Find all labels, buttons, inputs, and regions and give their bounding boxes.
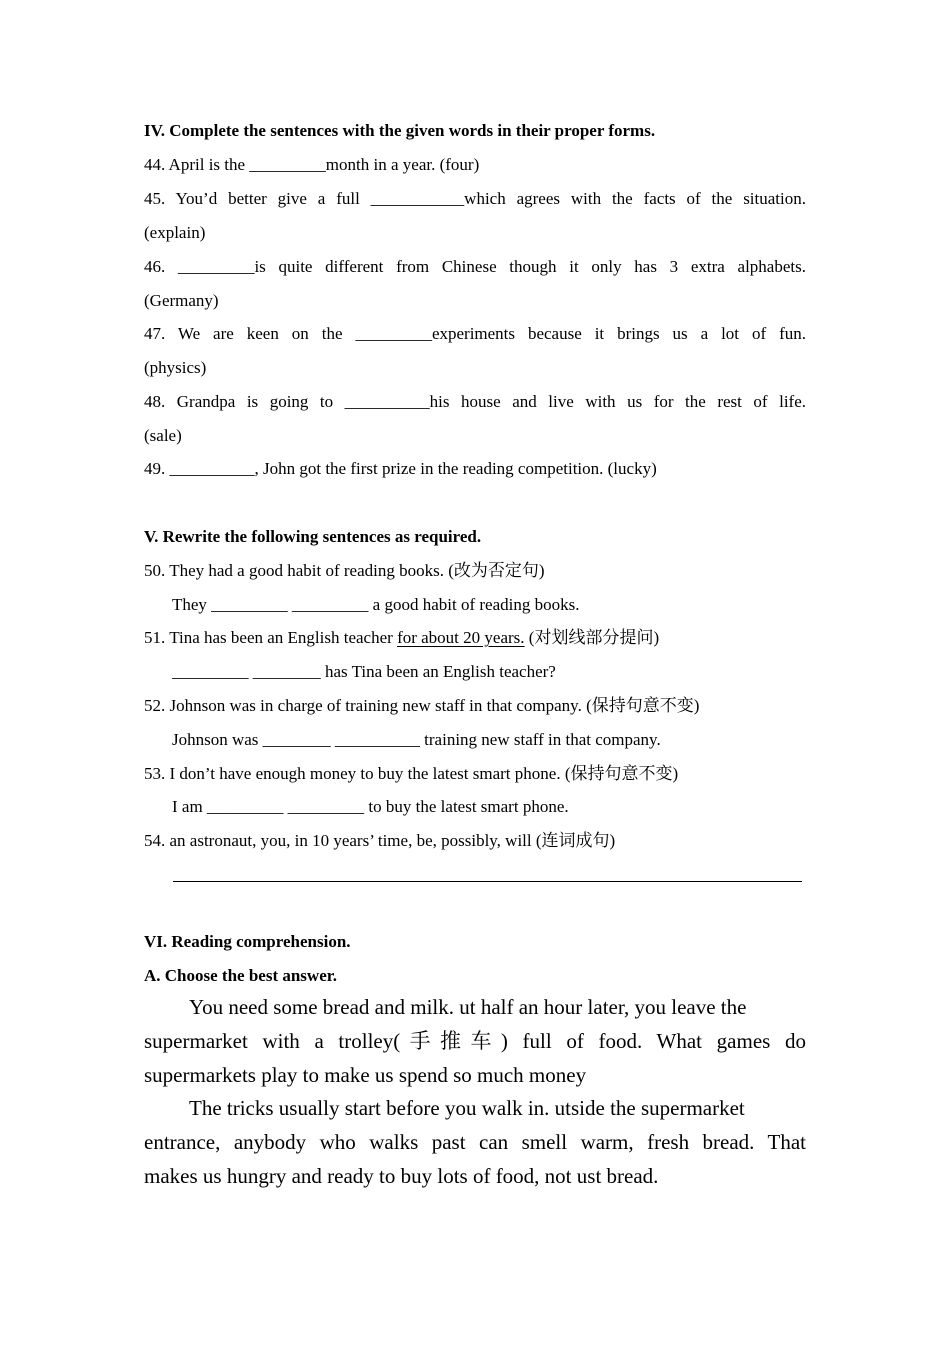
section-v-heading: V. Rewrite the following sentences as required. (144, 527, 482, 546)
question-54: 54. an astronaut, you, in 10 years’ time, be, possibly, will (连词成句) (144, 831, 616, 850)
question-48-hint: (sale) (144, 426, 182, 445)
question-51 (144, 628, 659, 648)
question-53: 53. I don’t have enough money to buy the latest smart phone. (保持句意不变) (144, 764, 679, 783)
question-45-hint: (explain) (144, 223, 206, 242)
passage-line: The tricks usually start before you walk in. utside the supermarket (189, 1096, 745, 1120)
section-vi-heading: VI. Reading comprehension. (144, 932, 351, 951)
passage-line: entrance, anybody who walks past can smell warm, fresh bread. That (144, 1130, 806, 1154)
question-51-suffix: (对划线部分提问) (524, 628, 660, 647)
question-44: 44. April is the _________month in a year. (four) (144, 155, 480, 174)
question-45: 45. You’d better give a full ___________which agrees with the facts of the situation. (144, 189, 806, 208)
question-49: 49. __________, John got the first prize in the reading competition. (lucky) (144, 459, 657, 478)
question-47: 47. We are keen on the _________experiments because it brings us a lot of fun. (144, 324, 806, 343)
answer-rule (173, 881, 802, 882)
question-52: 52. Johnson was in charge of training new staff in that company. (保持句意不变) (144, 696, 700, 715)
question-47-hint: (physics) (144, 358, 207, 377)
question-46: 46. _________is quite different from Chinese though it only has 3 extra alphabets. (144, 257, 806, 276)
question-48: 48. Grandpa is going to __________his house and live with us for the rest of life. (144, 392, 806, 411)
question-46-hint: (Germany) (144, 291, 219, 310)
question-52-answer: Johnson was ________ __________ training new staff in that company. (172, 730, 661, 749)
question-50: 50. They had a good habit of reading books. (改为否定句) (144, 561, 545, 580)
question-51-underlined: for about 20 years. (397, 628, 525, 647)
question-51-prefix: 51. Tina has been an English teacher (144, 628, 398, 647)
question-50-answer: They _________ _________ a good habit of reading books. (172, 595, 580, 614)
passage-line: You need some bread and milk. ut half an hour later, you leave the (189, 995, 747, 1019)
subsection-a-heading: A. Choose the best answer. (144, 966, 337, 985)
passage-line: supermarkets play to make us spend so much money (144, 1063, 587, 1087)
section-iv-heading: IV. Complete the sentences with the given words in their proper forms. (144, 121, 656, 140)
passage-line: makes us hungry and ready to buy lots of food, not ust bread. (144, 1164, 659, 1188)
passage-line: supermarket with a trolley(手推车) full of food. What games do (144, 1029, 806, 1053)
question-51-answer: _________ ________ has Tina been an English teacher? (172, 662, 556, 681)
question-53-answer: I am _________ _________ to buy the latest smart phone. (172, 797, 569, 816)
